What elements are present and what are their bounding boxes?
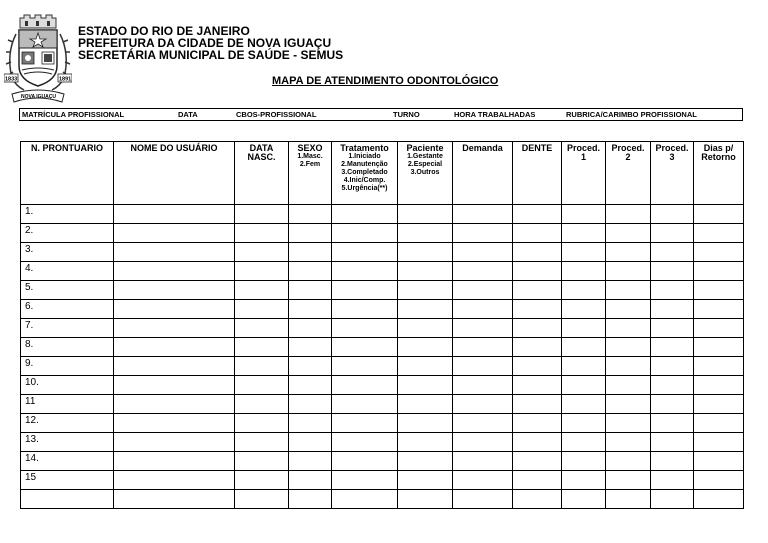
table-cell[interactable] (289, 319, 332, 338)
table-cell[interactable] (235, 395, 289, 414)
table-cell[interactable] (398, 471, 453, 490)
col-tratamento-opt: 4.Inic/Comp. (343, 177, 386, 184)
table-cell[interactable] (114, 224, 235, 243)
table-cell[interactable] (606, 338, 651, 357)
table-row (21, 300, 744, 319)
table-cell[interactable] (398, 319, 453, 338)
table-cell[interactable] (513, 376, 562, 395)
col-proced-2 (606, 142, 651, 205)
table-cell[interactable] (114, 490, 235, 509)
table-cell[interactable] (453, 243, 513, 262)
table-cell[interactable] (332, 300, 398, 319)
table-cell[interactable] (513, 414, 562, 433)
table-cell[interactable] (453, 281, 513, 300)
table-cell[interactable] (453, 395, 513, 414)
table-cell[interactable] (289, 376, 332, 395)
label-turno: TURNO (393, 110, 420, 119)
table-cell[interactable] (235, 452, 289, 471)
header-prefeitura: PREFEITURA DA CIDADE DE NOVA IGUAÇU (78, 36, 332, 50)
table-cell[interactable] (513, 452, 562, 471)
table-cell[interactable] (694, 357, 744, 376)
table-row (21, 205, 744, 224)
row-number[interactable]: 15 (21, 471, 114, 490)
table-cell[interactable] (694, 319, 744, 338)
col-tratamento-title: Tratamento (340, 143, 389, 153)
col-proced-3-line2: 3 (669, 152, 675, 162)
table-cell[interactable] (606, 452, 651, 471)
table-cell[interactable] (332, 205, 398, 224)
crest-year-right: 1891 (59, 76, 72, 83)
table-cell[interactable] (606, 376, 651, 395)
row-number[interactable]: 6. (21, 300, 114, 319)
table-cell[interactable] (513, 205, 562, 224)
table-cell[interactable] (453, 433, 513, 452)
row-number[interactable]: 5. (21, 281, 114, 300)
table-row (21, 243, 744, 262)
table-cell[interactable] (398, 376, 453, 395)
table-cell[interactable] (114, 395, 235, 414)
row-number[interactable]: 1. (21, 205, 114, 224)
table-cell[interactable] (651, 281, 694, 300)
crest-banner: NOVA IGUAÇU (21, 94, 56, 100)
table-cell[interactable] (694, 205, 744, 224)
table-cell[interactable] (453, 319, 513, 338)
table-cell[interactable] (453, 338, 513, 357)
col-data-nasc (235, 142, 289, 205)
table-cell[interactable] (289, 490, 332, 509)
table-cell[interactable] (651, 243, 694, 262)
table-cell[interactable] (114, 471, 235, 490)
col-dias-retorno (694, 142, 744, 205)
table-cell[interactable] (289, 395, 332, 414)
table-cell[interactable] (453, 262, 513, 281)
attendance-table (20, 141, 744, 509)
col-proced-1-line2: 1 (580, 152, 586, 162)
table-cell[interactable] (114, 205, 235, 224)
table-cell[interactable] (453, 357, 513, 376)
label-hora-trabalhadas: HORA TRABALHADAS (454, 110, 536, 119)
col-tratamento (332, 142, 398, 205)
table-cell[interactable] (694, 243, 744, 262)
col-nome-usuario: NOME DO USUÁRIO (114, 142, 235, 205)
col-sexo (289, 142, 332, 205)
table-row (21, 433, 744, 452)
table-cell[interactable] (606, 281, 651, 300)
table-cell[interactable] (114, 319, 235, 338)
row-number[interactable]: 11 (21, 395, 114, 414)
table-cell[interactable] (398, 262, 453, 281)
table-cell[interactable] (114, 262, 235, 281)
table-cell[interactable] (606, 471, 651, 490)
table-cell[interactable] (398, 224, 453, 243)
table-cell[interactable] (513, 338, 562, 357)
table-cell[interactable] (562, 357, 606, 376)
table-row (21, 338, 744, 357)
table-cell[interactable] (562, 243, 606, 262)
col-proced-1-line1: Proced. (566, 143, 600, 153)
table-cell[interactable] (562, 414, 606, 433)
table-row (21, 452, 744, 471)
table-cell[interactable] (562, 376, 606, 395)
table-cell[interactable] (513, 224, 562, 243)
table-cell[interactable] (114, 281, 235, 300)
table-cell[interactable] (289, 224, 332, 243)
col-paciente-title: Paciente (406, 143, 444, 153)
table-cell[interactable] (513, 490, 562, 509)
table-cell[interactable] (562, 433, 606, 452)
table-cell[interactable] (398, 357, 453, 376)
table-cell[interactable] (606, 243, 651, 262)
table-cell[interactable] (453, 224, 513, 243)
table-cell[interactable] (694, 224, 744, 243)
table-cell[interactable] (398, 452, 453, 471)
table-cell[interactable] (235, 319, 289, 338)
table-cell[interactable] (562, 319, 606, 338)
table-cell[interactable] (289, 433, 332, 452)
table-cell[interactable] (332, 319, 398, 338)
table-cell[interactable] (453, 300, 513, 319)
table-cell[interactable] (235, 471, 289, 490)
table-cell[interactable] (289, 281, 332, 300)
table-cell[interactable] (513, 300, 562, 319)
col-sexo-title: SEXO (297, 143, 323, 153)
table-cell[interactable] (289, 338, 332, 357)
table-cell[interactable] (289, 471, 332, 490)
col-tratamento-opt: 5.Urgência(**) (341, 185, 388, 192)
table-cell[interactable] (651, 300, 694, 319)
table-cell[interactable] (289, 300, 332, 319)
table-cell[interactable] (513, 262, 562, 281)
table-cell[interactable] (332, 433, 398, 452)
table-cell[interactable] (651, 414, 694, 433)
table-row (21, 357, 744, 376)
table-cell[interactable] (289, 243, 332, 262)
label-cbos: CBOS-PROFISSIONAL (236, 110, 317, 119)
table-cell[interactable] (289, 357, 332, 376)
table-row (21, 395, 744, 414)
table-cell[interactable] (606, 319, 651, 338)
table-cell[interactable] (332, 452, 398, 471)
nova-iguacu-crest-icon (4, 14, 72, 108)
table-cell[interactable] (562, 224, 606, 243)
table-cell[interactable] (289, 414, 332, 433)
table-cell[interactable] (606, 357, 651, 376)
table-cell[interactable] (694, 395, 744, 414)
table-cell[interactable] (694, 300, 744, 319)
col-paciente-opt: 1.Gestante (407, 153, 443, 160)
header-secretaria: SECRETÁRIA MUNICIPAL DE SAÚDE - SEMUS (78, 48, 344, 62)
col-paciente-opt: 2.Especial (407, 161, 443, 168)
table-cell[interactable] (651, 490, 694, 509)
table-cell[interactable] (332, 471, 398, 490)
table-cell[interactable] (398, 395, 453, 414)
table-cell[interactable] (114, 452, 235, 471)
table-row (21, 281, 744, 300)
col-proced-3-line1: Proced. (655, 143, 689, 153)
row-number[interactable]: 14. (21, 452, 114, 471)
table-cell[interactable] (694, 281, 744, 300)
col-sexo-opt: 1.Masc. (297, 153, 323, 160)
table-cell[interactable] (606, 395, 651, 414)
row-number[interactable]: 4. (21, 262, 114, 281)
table-cell[interactable] (453, 490, 513, 509)
col-dente: DENTE (513, 142, 562, 205)
table-cell[interactable] (562, 452, 606, 471)
label-matricula: MATRÍCULA PROFISSIONAL (22, 110, 125, 119)
table-cell[interactable] (606, 433, 651, 452)
table-cell[interactable] (651, 376, 694, 395)
label-data: DATA (178, 110, 198, 119)
table-cell[interactable] (562, 281, 606, 300)
table-cell[interactable] (235, 414, 289, 433)
col-dias-retorno-line1: Dias p/ (703, 143, 734, 153)
row-number[interactable]: 8. (21, 338, 114, 357)
table-cell[interactable] (289, 262, 332, 281)
table-row (21, 471, 744, 490)
label-rubrica: RUBRICA/CARIMBO PROFISSIONAL (566, 110, 697, 119)
table-cell[interactable] (332, 262, 398, 281)
col-tratamento-opt: 2.Manutenção (341, 161, 388, 168)
table-cell[interactable] (651, 433, 694, 452)
table-cell[interactable] (606, 262, 651, 281)
col-proced-2-line1: Proced. (611, 143, 645, 153)
table-cell[interactable] (562, 300, 606, 319)
table-cell[interactable] (332, 490, 398, 509)
table-cell[interactable] (235, 490, 289, 509)
table-cell[interactable] (114, 357, 235, 376)
table-cell[interactable] (513, 319, 562, 338)
table-row (21, 319, 744, 338)
table-cell[interactable] (651, 205, 694, 224)
table-cell[interactable] (289, 205, 332, 224)
table-cell[interactable] (453, 471, 513, 490)
table-header-row (21, 142, 744, 205)
table-cell[interactable] (694, 414, 744, 433)
professional-info-bar (19, 108, 743, 121)
table-cell[interactable] (332, 224, 398, 243)
table-cell[interactable] (453, 414, 513, 433)
table-cell[interactable] (562, 395, 606, 414)
header-block (78, 25, 343, 61)
table-cell[interactable] (235, 205, 289, 224)
table-cell[interactable] (513, 281, 562, 300)
document-title: MAPA DE ATENDIMENTO ODONTOLÓGICO (272, 75, 499, 87)
row-number[interactable]: 10. (21, 376, 114, 395)
table-cell[interactable] (398, 205, 453, 224)
col-proced-1 (562, 142, 606, 205)
table-cell[interactable] (332, 414, 398, 433)
table-cell[interactable] (562, 490, 606, 509)
col-paciente (398, 142, 453, 205)
table-cell[interactable] (606, 414, 651, 433)
col-paciente-opt: 3.Outros (410, 169, 440, 176)
table-cell[interactable] (694, 490, 744, 509)
table-cell[interactable] (562, 338, 606, 357)
table-cell[interactable] (513, 357, 562, 376)
col-demanda: Demanda (453, 142, 513, 205)
table-cell[interactable] (694, 433, 744, 452)
table-cell[interactable] (235, 281, 289, 300)
col-sexo-opt: 2.Fem (299, 161, 321, 168)
table-cell[interactable] (235, 433, 289, 452)
table-cell[interactable] (606, 205, 651, 224)
col-proced-3 (651, 142, 694, 205)
table-row (21, 414, 744, 433)
table-cell[interactable] (398, 414, 453, 433)
table-cell[interactable] (114, 414, 235, 433)
table-cell[interactable] (513, 471, 562, 490)
table-cell[interactable] (398, 300, 453, 319)
col-tratamento-opt: 1.Iniciado (348, 153, 381, 160)
table-cell[interactable] (651, 262, 694, 281)
row-number[interactable]: 2. (21, 224, 114, 243)
col-data-nasc-line2: NASC. (247, 152, 276, 162)
table-cell[interactable] (114, 376, 235, 395)
table-cell[interactable] (562, 205, 606, 224)
table-cell[interactable] (235, 357, 289, 376)
table-row (21, 490, 744, 509)
table-cell[interactable] (453, 452, 513, 471)
table-cell[interactable] (694, 338, 744, 357)
table-row (21, 262, 744, 281)
col-proced-2-line2: 2 (625, 152, 631, 162)
table-cell[interactable] (114, 433, 235, 452)
table-cell[interactable] (235, 243, 289, 262)
table-cell[interactable] (114, 338, 235, 357)
table-row (21, 224, 744, 243)
table-cell[interactable] (651, 452, 694, 471)
row-number[interactable]: 12. (21, 414, 114, 433)
table-cell[interactable] (235, 224, 289, 243)
table-cell[interactable] (289, 452, 332, 471)
table-cell[interactable] (114, 243, 235, 262)
table-cell[interactable] (235, 262, 289, 281)
row-number[interactable]: 3. (21, 243, 114, 262)
table-cell[interactable] (694, 471, 744, 490)
table-cell[interactable] (332, 376, 398, 395)
table-cell[interactable] (398, 338, 453, 357)
table-cell[interactable] (114, 300, 235, 319)
table-cell[interactable] (398, 243, 453, 262)
table-cell[interactable] (562, 471, 606, 490)
table-cell[interactable] (513, 395, 562, 414)
table-cell[interactable] (694, 262, 744, 281)
table-cell[interactable] (694, 376, 744, 395)
table-cell[interactable] (453, 205, 513, 224)
table-cell[interactable] (398, 281, 453, 300)
table-cell[interactable] (606, 490, 651, 509)
header-state: ESTADO DO RIO DE JANEIRO (78, 24, 250, 38)
col-prontuario: N. PRONTUARIO (21, 142, 114, 205)
table-cell[interactable] (398, 433, 453, 452)
table-cell[interactable] (235, 338, 289, 357)
table-cell[interactable] (235, 376, 289, 395)
table-cell[interactable] (651, 338, 694, 357)
row-number[interactable]: 9. (21, 357, 114, 376)
row-number[interactable] (21, 490, 114, 509)
row-number[interactable]: 7. (21, 319, 114, 338)
col-dias-retorno-line2: Retorno (701, 152, 736, 162)
table-cell[interactable] (513, 433, 562, 452)
table-cell[interactable] (453, 376, 513, 395)
table-cell[interactable] (651, 319, 694, 338)
table-cell[interactable] (398, 490, 453, 509)
table-cell[interactable] (332, 281, 398, 300)
table-cell[interactable] (235, 300, 289, 319)
table-cell[interactable] (606, 300, 651, 319)
table-cell[interactable] (332, 357, 398, 376)
col-tratamento-opt: 3.Completado (341, 169, 388, 176)
table-cell[interactable] (606, 224, 651, 243)
table-cell[interactable] (513, 243, 562, 262)
table-cell[interactable] (651, 471, 694, 490)
table-cell[interactable] (332, 395, 398, 414)
table-body (21, 205, 744, 509)
table-cell[interactable] (562, 262, 606, 281)
table-cell[interactable] (332, 338, 398, 357)
table-cell[interactable] (651, 224, 694, 243)
col-data-nasc-line1: DATA (249, 143, 274, 153)
row-number[interactable]: 13. (21, 433, 114, 452)
table-cell[interactable] (651, 395, 694, 414)
table-cell[interactable] (651, 357, 694, 376)
table-cell[interactable] (332, 243, 398, 262)
table-cell[interactable] (694, 452, 744, 471)
table-row (21, 376, 744, 395)
crest-year-left: 1833 (5, 76, 18, 83)
